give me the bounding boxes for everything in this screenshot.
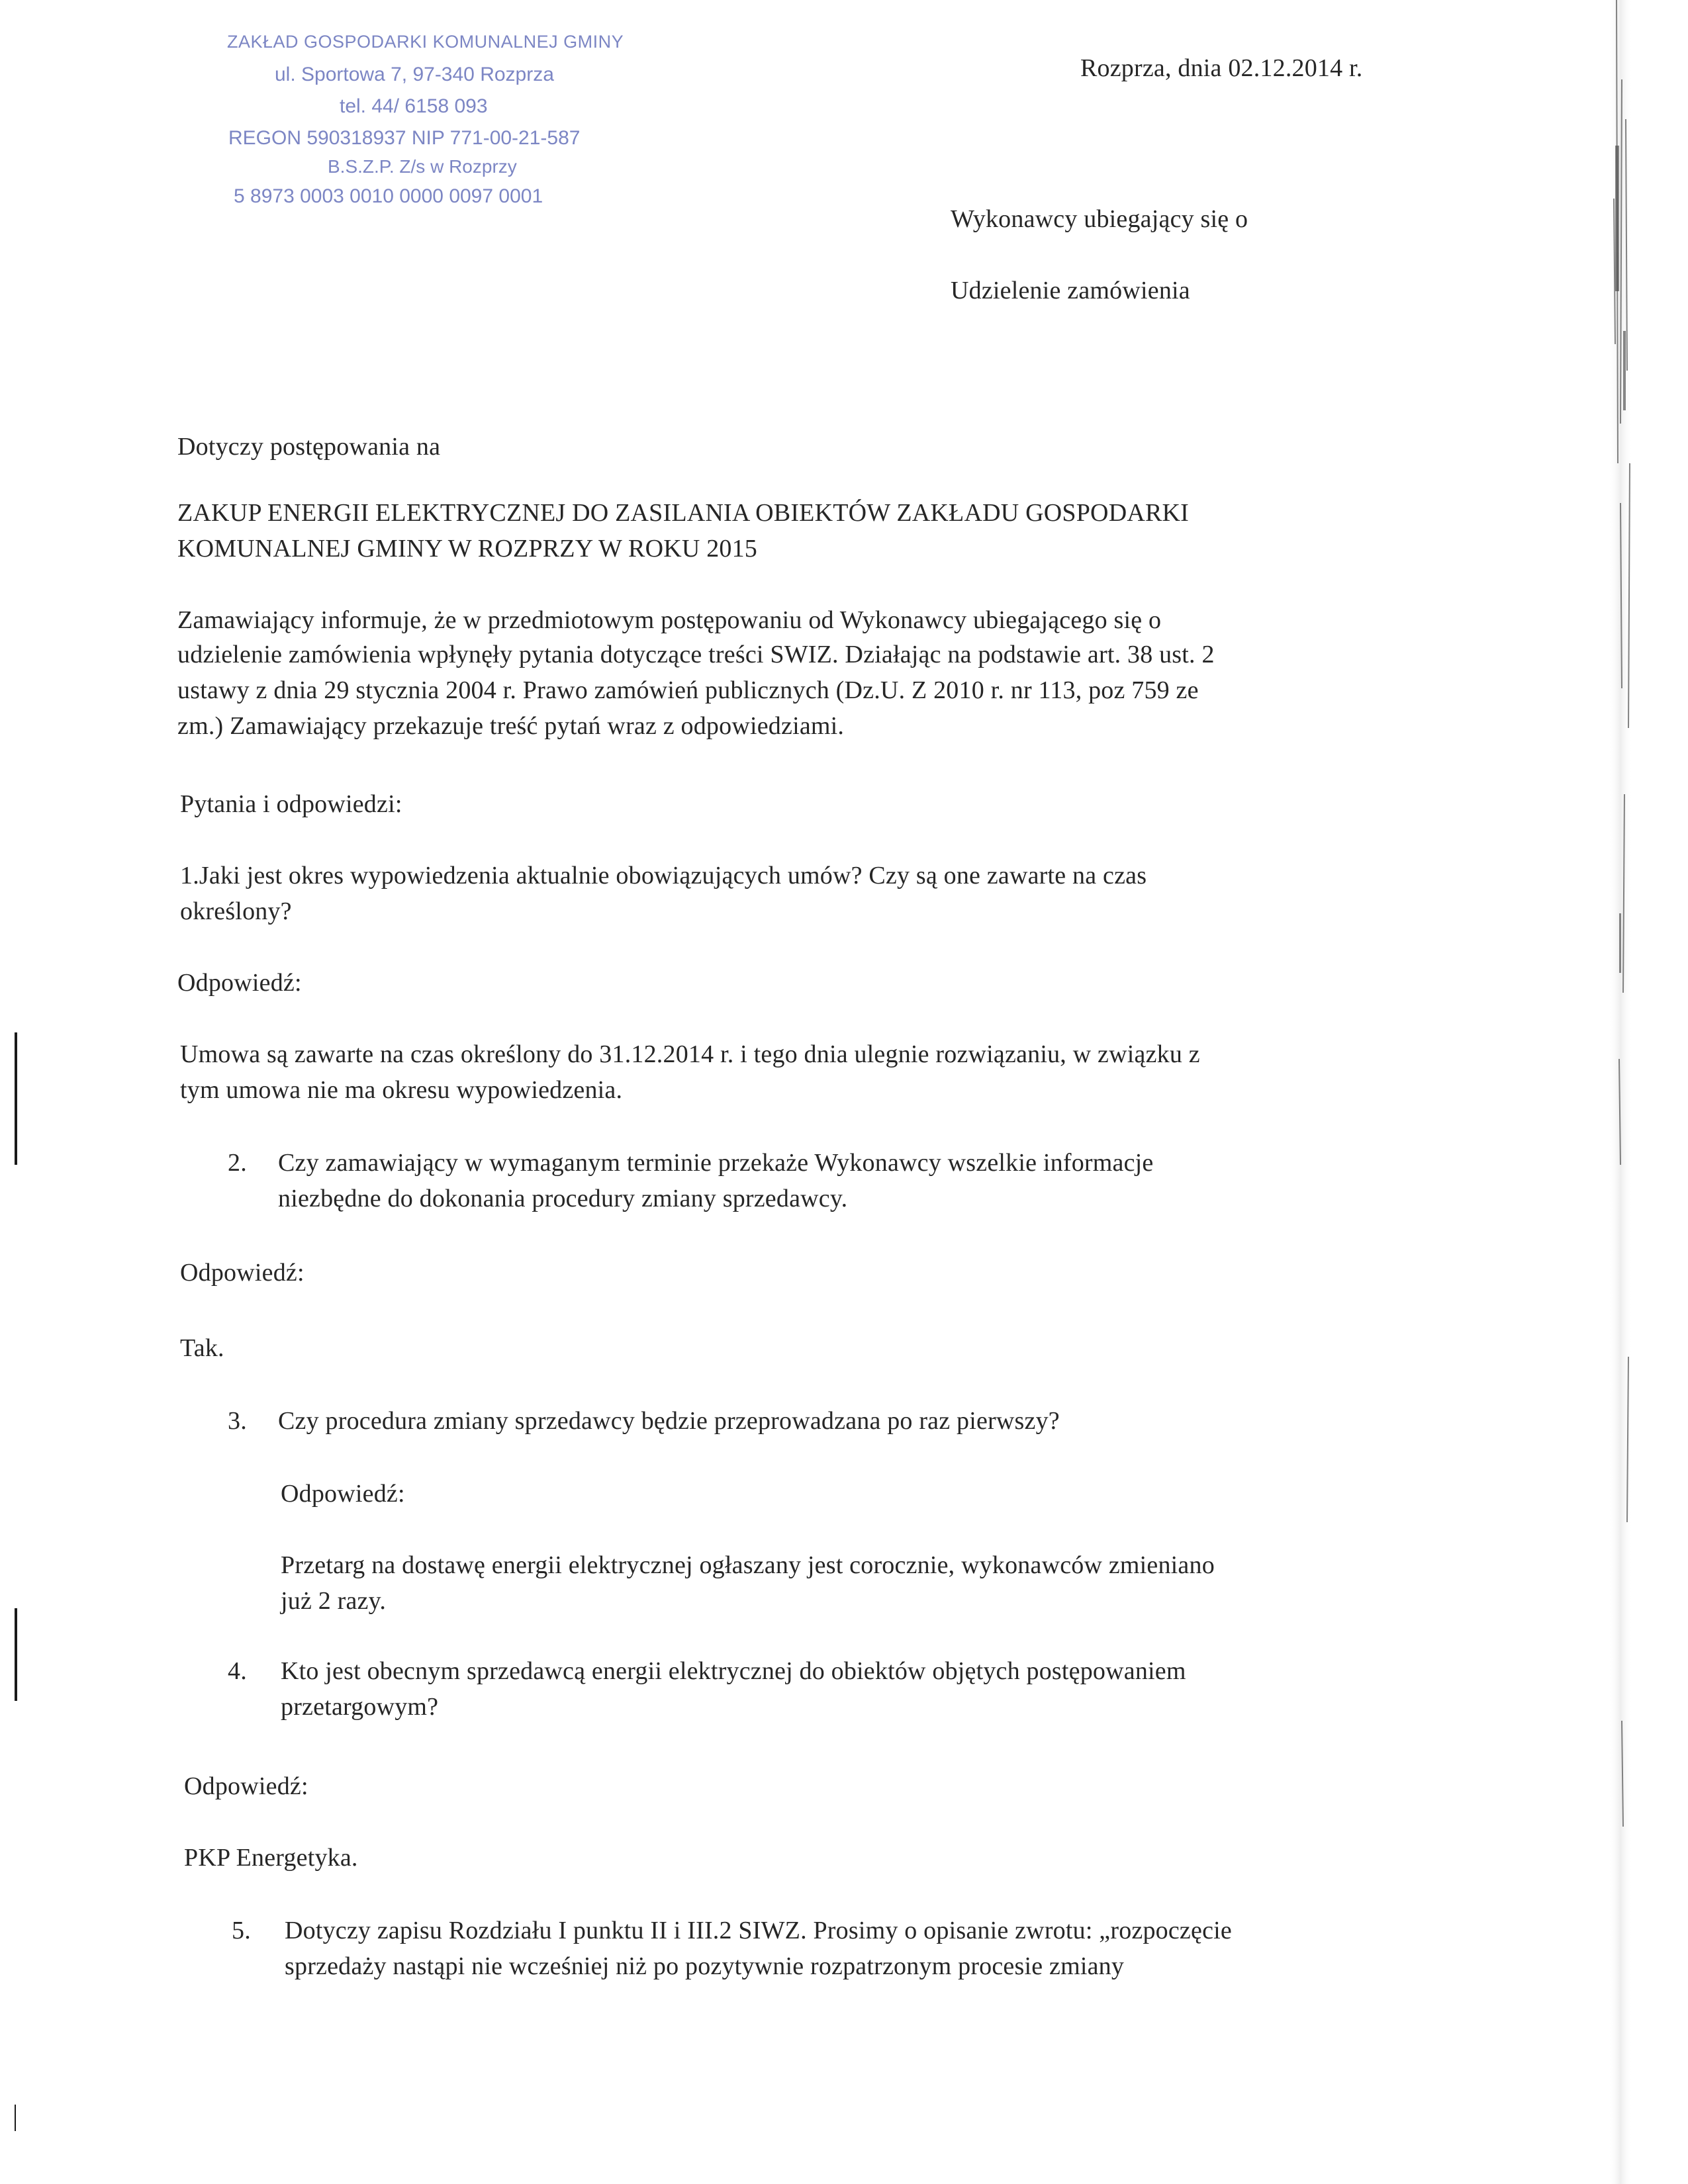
question-1: 1.Jaki jest okres wypowiedzenia aktualnie obowiązujących umów? Czy są one zawarte na czas — [180, 862, 1147, 889]
stamp-line: REGON 590318937 NIP 771-00-21-587 — [228, 127, 581, 149]
scan-binding-mark — [15, 2105, 16, 2131]
subject-title: ZAKUP ENERGII ELEKTRYCZNEJ DO ZASILANIA OBIEKTÓW ZAKŁADU GOSPODARKI — [177, 499, 1190, 527]
question-5: Dotyczy zapisu Rozdziału I punktu II i III.2 SIWZ. Prosimy o opisanie zwrotu: „rozpoczęcie — [285, 1917, 1232, 1944]
body-text: zm.) Zamawiający przekazuje treść pytań wraz z odpowiedziami. — [177, 712, 845, 740]
question-number: 4. — [228, 1657, 247, 1685]
question-2: Czy zamawiający w wymaganym terminie przekaże Wykonawcy wszelkie informacje — [278, 1149, 1154, 1177]
answer-1: Umowa są zawarte na czas określony do 31.12.2014 r. i tego dnia ulegnie rozwiązaniu, w związku z — [180, 1040, 1200, 1068]
answer-label: Odpowiedź: — [184, 1772, 308, 1800]
answer-3: już 2 razy. — [281, 1587, 387, 1615]
stamp-line: tel. 44/ 6158 093 — [340, 95, 488, 117]
question-4: przetargowym? — [281, 1693, 439, 1721]
recipient-line: Udzielenie zamówienia — [951, 277, 1190, 304]
stamp-line: B.S.Z.P. Z/s w Rozprzy — [328, 156, 517, 177]
body-text: Zamawiający informuje, że w przedmiotowym postępowaniu od Wykonawcy ubiegającego się o — [177, 606, 1162, 634]
stamp-line: 5 8973 0003 0010 0000 0097 0001 — [234, 185, 543, 207]
scan-binding-mark — [15, 1032, 17, 1165]
body-text: udzielenie zamówienia wpłynęły pytania dotyczące treści SWIZ. Działając na podstawie art. 38 ust. 2 — [177, 641, 1215, 668]
document-date: Rozprza, dnia 02.12.2014 r. — [1080, 54, 1363, 82]
scan-edge-noise — [1582, 0, 1688, 2184]
stamp-line: ul. Sportowa 7, 97-340 Rozprza — [275, 64, 554, 85]
answer-4: PKP Energetyka. — [184, 1844, 358, 1872]
question-number: 5. — [232, 1917, 251, 1944]
answer-1: tym umowa nie ma okresu wypowiedzenia. — [180, 1076, 623, 1104]
question-4: Kto jest obecnym sprzedawcą energii elektrycznej do obiektów objętych postępowaniem — [281, 1657, 1186, 1685]
body-text: ustawy z dnia 29 stycznia 2004 r. Prawo zamówień publicznych (Dz.U. Z 2010 r. nr 113, poz 759 ze — [177, 676, 1199, 704]
answer-label: Odpowiedź: — [177, 969, 302, 997]
question-number: 2. — [228, 1149, 247, 1177]
question-2: niezbędne do dokonania procedury zmiany sprzedawcy. — [278, 1185, 848, 1212]
question-number: 3. — [228, 1407, 247, 1435]
answer-2: Tak. — [180, 1334, 224, 1362]
answer-label: Odpowiedź: — [180, 1259, 305, 1287]
scan-binding-mark — [15, 1608, 17, 1701]
subject-title: KOMUNALNEJ GMINY W ROZPRZY W ROKU 2015 — [177, 535, 757, 563]
question-1: określony? — [180, 897, 292, 925]
question-3: Czy procedura zmiany sprzedawcy będzie przeprowadzana po raz pierwszy? — [278, 1407, 1060, 1435]
answer-3: Przetarg na dostawę energii elektrycznej ogłaszany jest corocznie, wykonawców zmieniano — [281, 1551, 1215, 1579]
recipient-line: Wykonawcy ubiegający się o — [951, 205, 1248, 233]
subject-intro: Dotyczy postępowania na — [177, 433, 441, 461]
qa-heading: Pytania i odpowiedzi: — [180, 790, 402, 818]
question-5: sprzedaży nastąpi nie wcześniej niż po pozytywnie rozpatrzonym procesie zmiany — [285, 1952, 1125, 1980]
answer-label: Odpowiedź: — [281, 1480, 405, 1508]
stamp-line: ZAKŁAD GOSPODARKI KOMUNALNEJ GMINY — [227, 32, 624, 52]
